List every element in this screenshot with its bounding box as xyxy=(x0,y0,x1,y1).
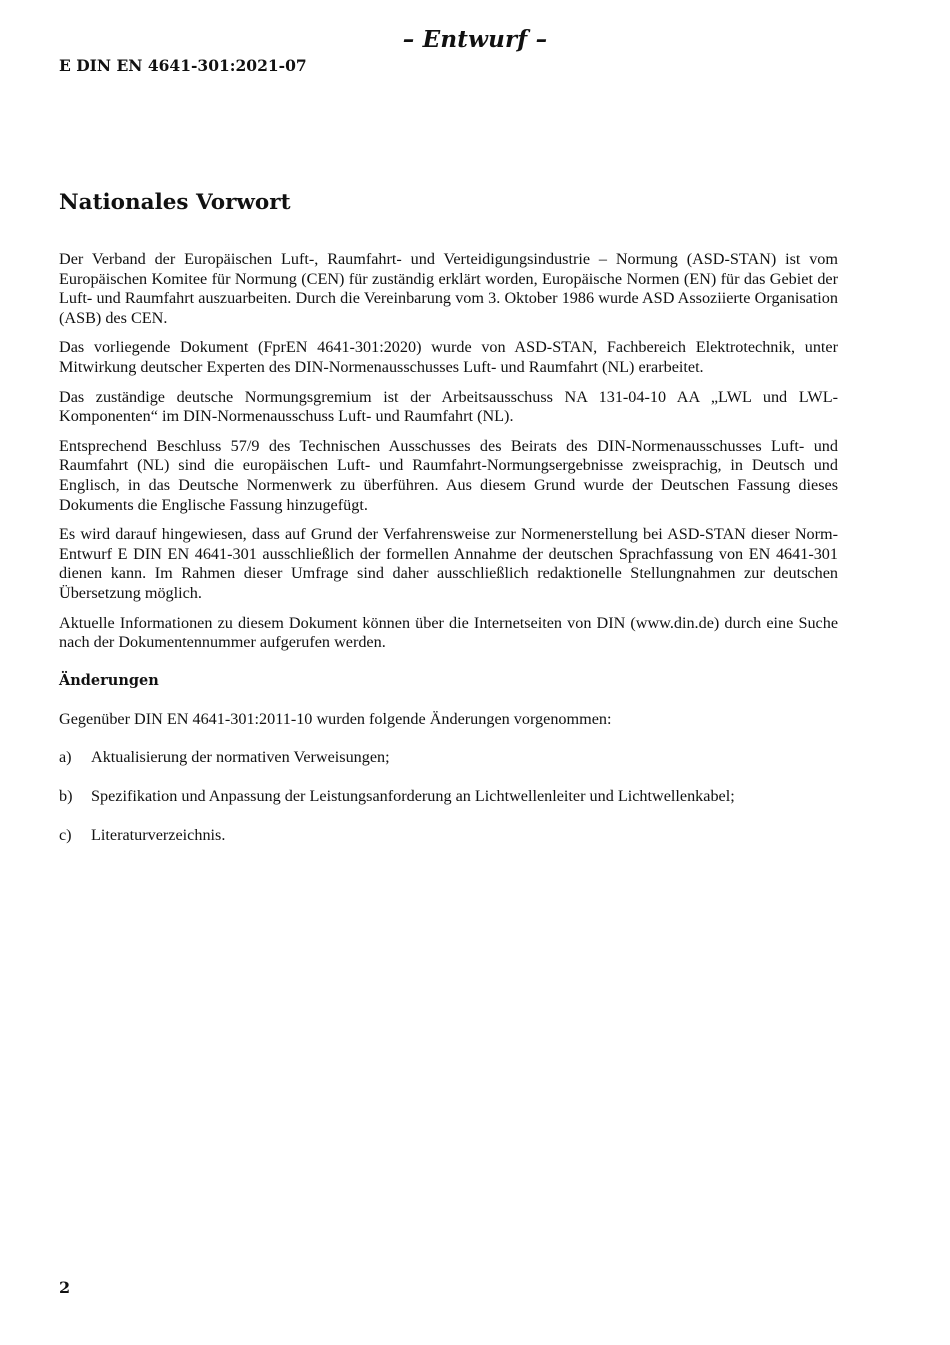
changes-heading: Änderungen xyxy=(59,671,159,689)
paragraph: Das zuständige deutsche Normungsgremium ist der Arbeitsausschuss NA 131-04-10 AA „LWL und LWL-Komponenten“ im DIN-Normenausschuss Luft- und Raumfahrt (NL). xyxy=(59,387,838,426)
list-item-text: Spezifikation und Anpassung der Leistungsanforderung an Lichtwellenleiter und Lichtwellenkabel; xyxy=(91,787,735,806)
list-item xyxy=(59,787,838,807)
paragraph: Der Verband der Europäischen Luft-, Raumfahrt- und Verteidigungsindustrie – Normung (ASD-STAN) ist vom Europäischen Komitee für Normung (CEN) für zuständig erklärt worden, Europäische Normen (EN) für das Gebiet der Luft- und Raumfahrt auszuarbeiten. Durch die Vereinbarung vom 3. Oktober 1986 wurde ASD Assoziierte Organisation (ASB) des CEN. xyxy=(59,250,838,327)
paragraph: Aktuelle Informationen zu diesem Dokument können über die Internetseiten von DIN (www.din.de) durch eine Suche nach der Dokumentennummer aufgerufen werden. xyxy=(59,613,838,652)
main-content xyxy=(59,188,838,865)
list-item xyxy=(59,748,838,768)
section-title: Nationales Vorwort xyxy=(59,190,291,215)
draft-mark: – Entwurf – xyxy=(402,26,548,53)
document-id: E DIN EN 4641-301:2021-07 xyxy=(59,56,307,75)
list-marker: a) xyxy=(59,748,72,767)
page-number: 2 xyxy=(59,1278,71,1297)
list-item-text: Literaturverzeichnis. xyxy=(91,826,226,845)
list-item-text: Aktualisierung der normativen Verweisungen; xyxy=(91,748,390,767)
changes-intro: Gegenüber DIN EN 4641-301:2011-10 wurden folgende Änderungen vorgenommen: xyxy=(59,709,612,728)
paragraph: Das vorliegende Dokument (FprEN 4641-301:2020) wurde von ASD-STAN, Fachbereich Elektrotechnik, unter Mitwirkung deutscher Experten des DIN-Normenausschusses Luft- und Raumfahrt (NL) erarbeitet. xyxy=(59,338,838,376)
changes-list xyxy=(59,748,838,845)
list-marker: c) xyxy=(59,826,72,845)
list-marker: b) xyxy=(59,787,73,806)
paragraph: Es wird darauf hingewiesen, dass auf Grund der Verfahrensweise zur Normenerstellung bei ASD-STAN dieser Norm-Entwurf E DIN EN 4641-301 ausschließlich der formellen Annahme der deutschen Sprachfassung von EN 4641-301 dienen kann. Im Rahmen dieser Umfrage sind daher ausschließlich redaktionelle Stellungnahmen zur deutschen Übersetzung möglich. xyxy=(59,525,838,602)
paragraph: Entsprechend Beschluss 57/9 des Technischen Ausschusses des Beirats des DIN-Normenausschusses Luft- und Raumfahrt (NL) sind die europäischen Luft- und Raumfahrt-Normungsergebnisse zweisprachig, in Deutsch und Englisch, in das Deutsche Normenwerk zu überführen. Aus diesem Grund wurde der Deutschen Fassung dieses Dokuments die Englische Fassung hinzugefügt. xyxy=(59,436,838,514)
list-item xyxy=(59,826,838,846)
